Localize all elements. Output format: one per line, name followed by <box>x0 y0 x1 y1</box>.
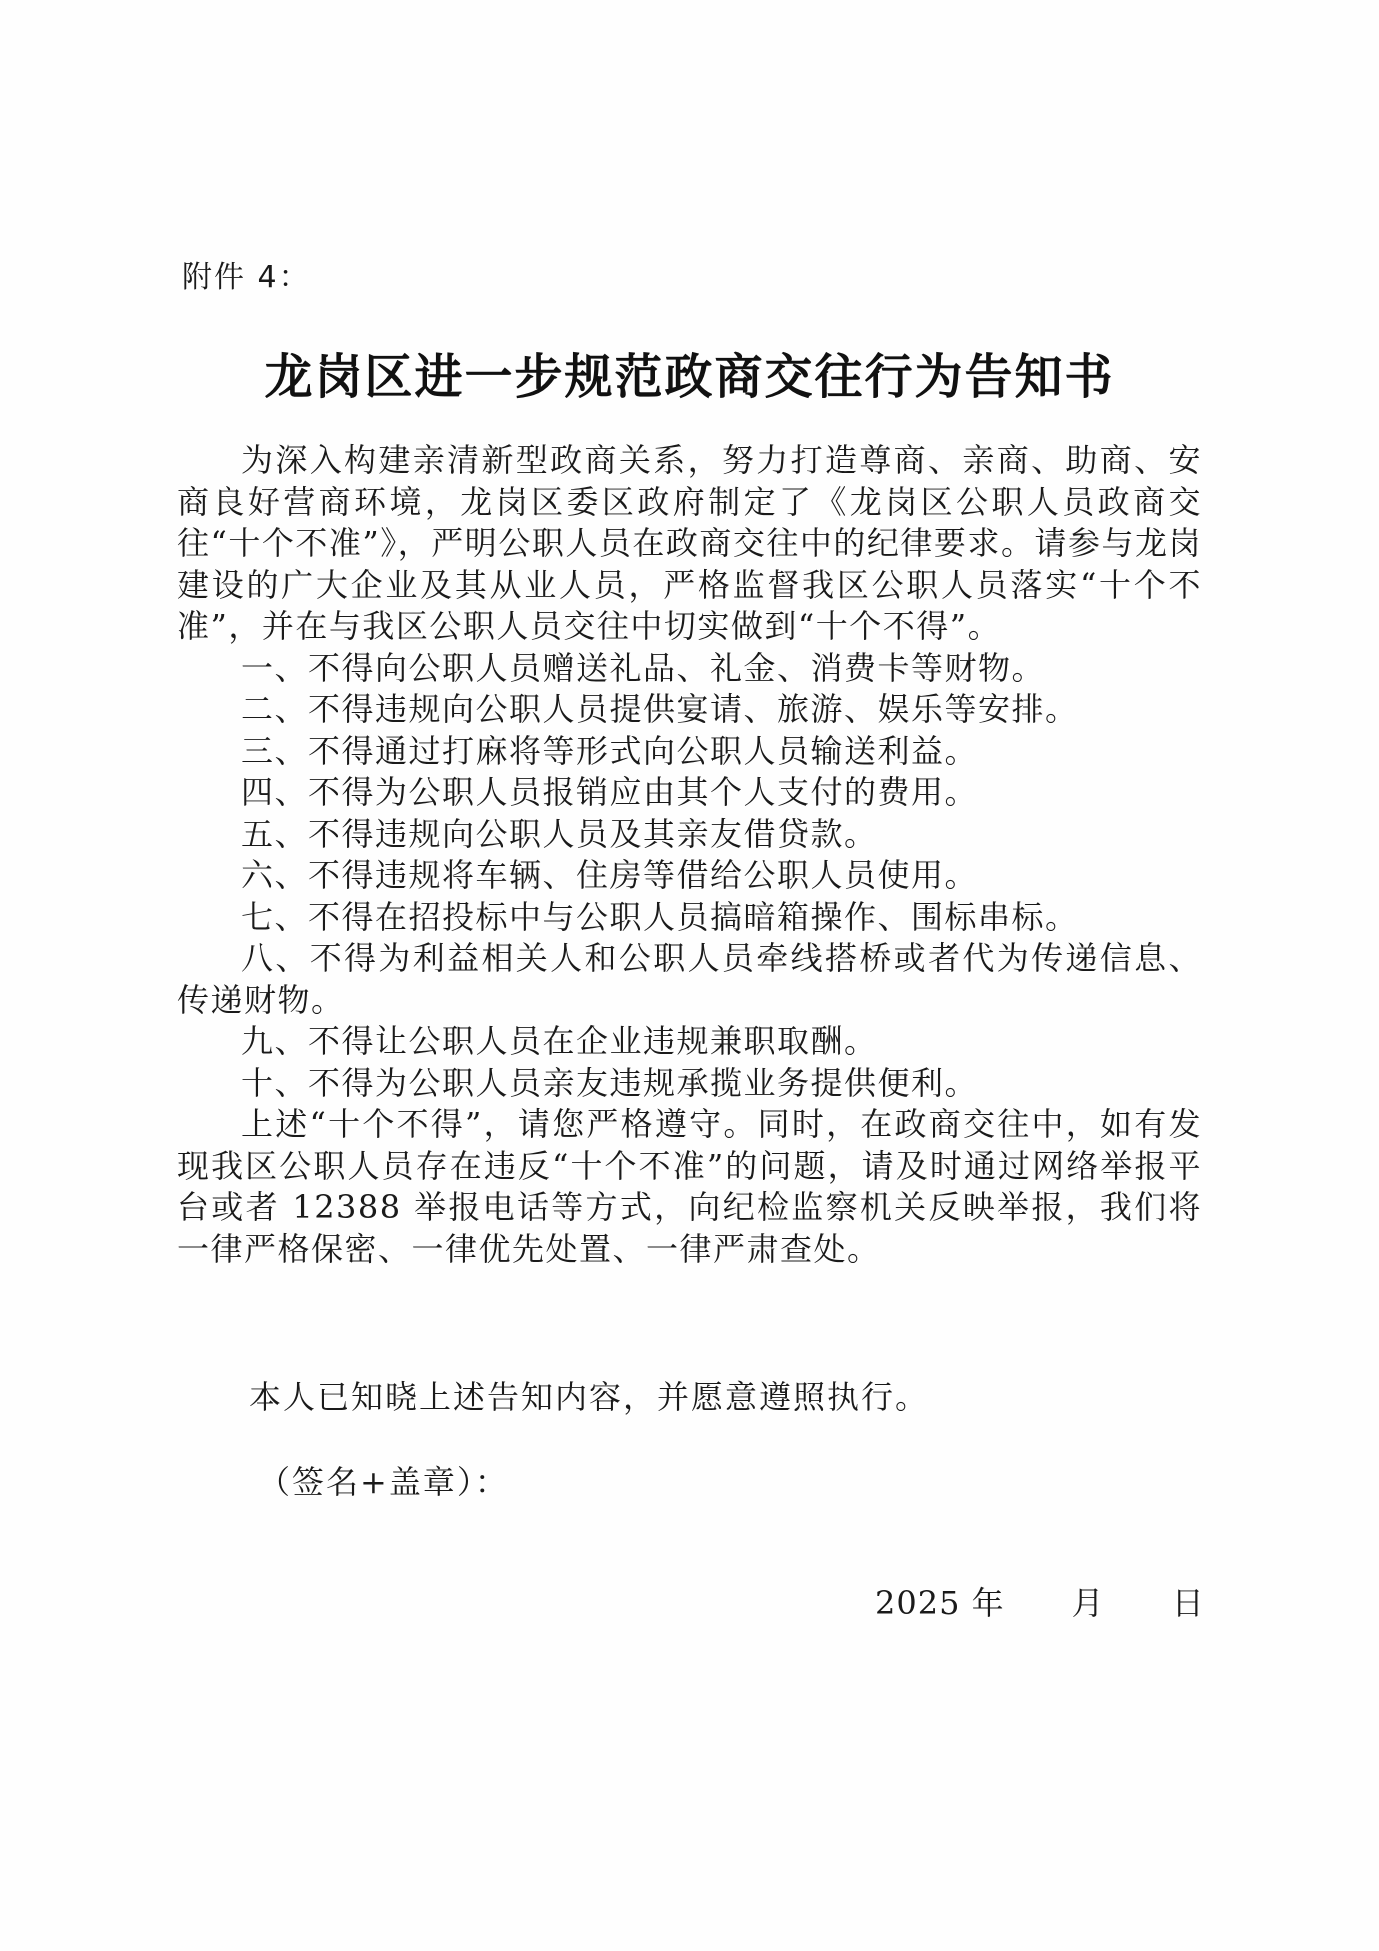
rule-item: 三、不得通过打麻将等形式向公职人员输送利益。 <box>241 731 979 770</box>
attachment-label: 附件 4： <box>182 260 311 295</box>
rule-item: 二、不得违规向公职人员提供宴请、旅游、娱乐等安排。 <box>241 690 1079 728</box>
rule-item: 七、不得在招投标中与公职人员搞暗箱操作、围标串标。 <box>241 897 1079 936</box>
signature-label: （签名+盖章）： <box>258 1463 509 1501</box>
intro-paragraph: 为深入构建亲清新型政商关系，努力打造尊商、亲商、助商、安商良好营商环境，龙岗区委区政府制定了《龙岗区公职人员政商交往“十个不准”》，严明公职人员在政商交往中的纪律要求。请参与龙岗建设的广大企业及其从业人员，严格监督我区公职人员落实“十个不准”，并在与我区公职人员交往中切实做到“十个不得”。 <box>177 441 1202 645</box>
rule-item: 一、不得向公职人员赠送礼品、礼金、消费卡等财物。 <box>241 648 1046 687</box>
rule-item: 九、不得让公职人员在企业违规兼职取酬。 <box>241 1022 878 1060</box>
date-day-unit: 日 <box>1171 1584 1205 1622</box>
rule-item: 十、不得为公职人员亲友违规承揽业务提供便利。 <box>241 1063 979 1102</box>
document-title: 龙岗区进一步规范政商交往行为告知书 <box>264 349 1115 405</box>
date-line <box>875 1578 1205 1624</box>
date-month-unit: 月 <box>1071 1584 1105 1622</box>
rule-item: 五、不得违规向公职人员及其亲友借贷款。 <box>241 814 878 853</box>
date-year: 2025 <box>875 1584 961 1622</box>
acknowledgement-statement: 本人已知晓上述告知内容，并愿意遵照执行。 <box>249 1378 930 1416</box>
document-body <box>177 440 1202 1270</box>
date-year-unit: 年 <box>971 1584 1005 1622</box>
closing-paragraph: 上述“十个不得”，请您严格遵守。同时，在政商交往中，如有发现我区公职人员存在违反“十个不准”的问题，请及时通过网络举报平台或者 12388 举报电话等方式，向纪检监察机关反映举报，我们将一律严格保密、一律优先处置、一律严肃查处。 <box>177 1105 1202 1268</box>
rule-item: 六、不得违规将车辆、住房等借给公职人员使用。 <box>241 856 979 894</box>
rule-item: 八、不得为利益相关人和公职人员牵线搭桥或者代为传递信息、传递财物。 <box>177 939 1202 1019</box>
rule-item: 四、不得为公职人员报销应由其个人支付的费用。 <box>241 773 979 811</box>
